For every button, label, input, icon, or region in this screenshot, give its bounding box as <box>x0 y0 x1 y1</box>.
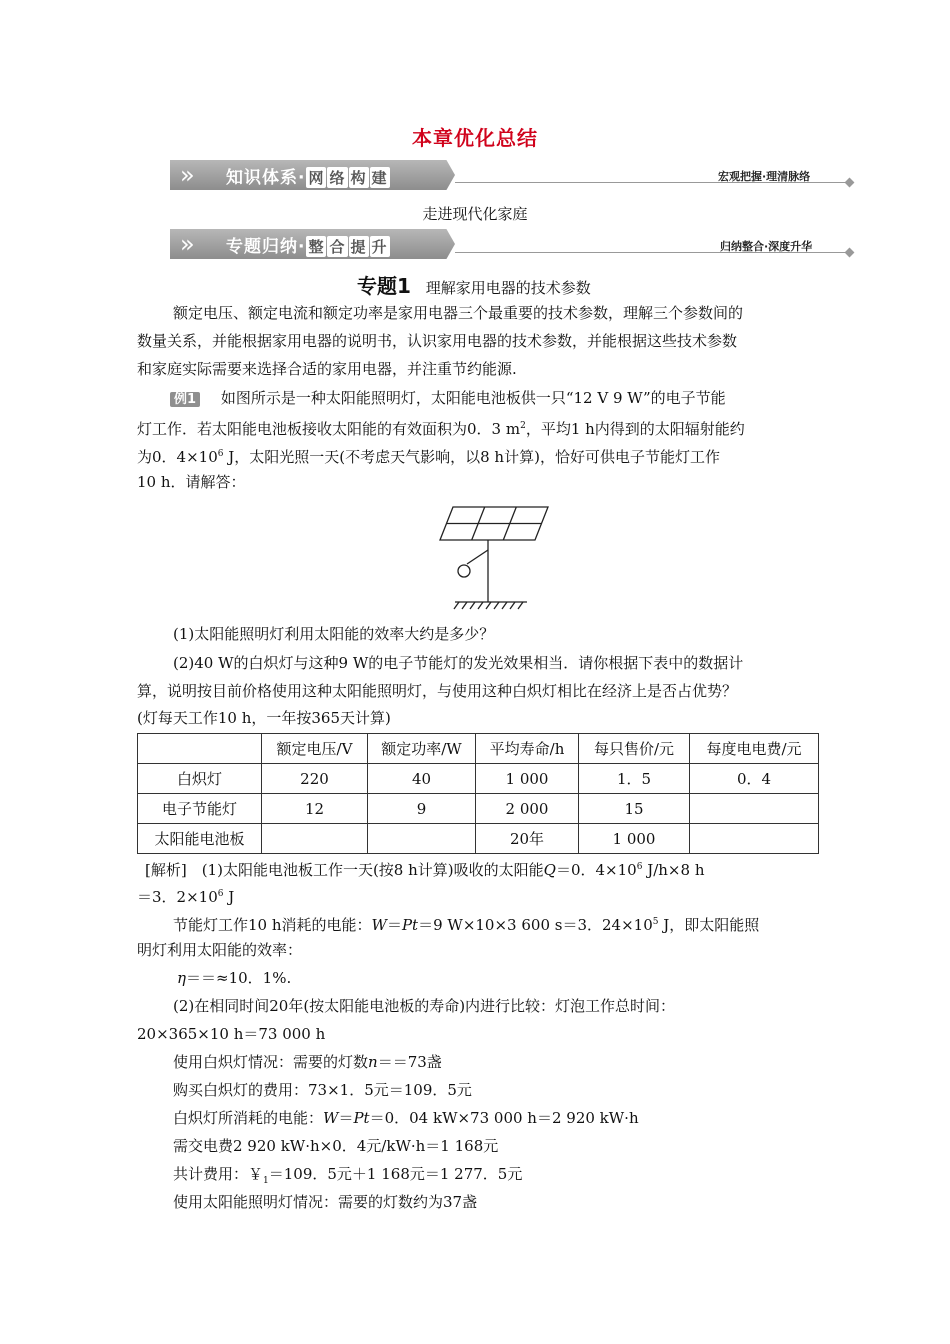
table-cell: 40 <box>368 764 476 794</box>
example-tag: 例1 <box>170 392 200 407</box>
table-header-cell: 平均寿命/h <box>476 734 579 764</box>
table-header-row <box>138 734 819 764</box>
banner-label: 知识体系· 网 络 构 建 <box>226 168 388 188</box>
table-cell: 1 000 <box>579 824 690 854</box>
intro-line: 和家庭实际需要来选择合适的家用电器，并注重节约能源. <box>137 360 517 378</box>
table-header-cell: 每度电电费/元 <box>690 734 819 764</box>
example-line: 10 h．请解答： <box>137 473 246 491</box>
topic-label: 专题1 <box>357 274 411 298</box>
question-2-line: (灯每天工作10 h，一年按365天计算) <box>137 709 391 727</box>
intro-line: 数量关系，并能根据家用电器的说明书，认识家用电器的技术参数，并能根据这些技术参数 <box>137 332 738 350</box>
example-line: 为0．$4\times 10^6$ J，太阳光照一天(不考虑天气影响，以8 h计算)，恰好可供电子节能灯工作 <box>137 448 720 466</box>
table-cell: 2 000 <box>476 794 579 824</box>
solution-line: 节能灯工作10 h消耗的电能：W＝Pt＝9 W×10×3 600 s＝3．$24\times 10^5$ J，即太阳能照 <box>173 916 760 934</box>
intro-line: 额定电压、额定电流和额定功率是家用电器三个最重要的技术参数，理解三个参数间的 <box>173 304 744 322</box>
table-cell <box>368 824 476 854</box>
data-table <box>137 733 819 854</box>
solution-line: 共计费用：￥$_1$＝109．5元＋1 168元＝1 277．5元 <box>173 1165 523 1186</box>
diamond-icon <box>845 178 855 188</box>
solution-line: [解析] (1)太阳能电池板工作一天(按8 h计算)吸收的太阳能Q＝0．$4\times 10^6$ J/h×8 h <box>145 861 705 879</box>
question-2-line: 算，说明按目前价格使用这种太阳能照明灯，与使用这种白炽灯相比在经济上是否占优势？ <box>137 682 738 700</box>
table-cell: 白炽灯 <box>138 764 262 794</box>
table-cell: 15 <box>579 794 690 824</box>
table-header-cell: 每只售价/元 <box>579 734 690 764</box>
table-cell: 220 <box>262 764 368 794</box>
table-cell <box>690 824 819 854</box>
table-cell: 20年 <box>476 824 579 854</box>
table-header-cell: 额定电压/V <box>262 734 368 764</box>
banner-side-tag: 宏观把握·理清脉络 <box>718 170 811 183</box>
table-cell: 1 000 <box>476 764 579 794</box>
solution-line: ＝3．$2\times 10^6$ J <box>137 888 235 906</box>
table-row <box>138 794 819 824</box>
table-cell: 12 <box>262 794 368 824</box>
solution-line: 使用太阳能照明灯情况：需要的灯数约为37盏 <box>173 1193 478 1211</box>
solution-line: 购买白炽灯的费用：73×1．5元＝109．5元 <box>173 1081 472 1099</box>
center-text: 走进现代化家庭 <box>422 205 528 223</box>
table-cell: 电子节能灯 <box>138 794 262 824</box>
question-2-line: (2)40 W的白炽灯与这种9 W的电子节能灯的发光效果相当．请你根据下表中的数据计 <box>173 654 744 672</box>
solution-line: 20×365×10 h＝73 000 h <box>137 1025 326 1043</box>
double-chevron-icon: » <box>180 230 195 258</box>
table-row <box>138 764 819 794</box>
solution-line: 白炽灯所消耗的电能：W＝Pt＝0．04 kW×73 000 h＝2 920 kW·h <box>173 1109 639 1127</box>
table-header-cell: 额定功率/W <box>368 734 476 764</box>
table-cell: 9 <box>368 794 476 824</box>
solution-line: (2)在相同时间20年(按太阳能电池板的寿命)内进行比较：灯泡工作总时间： <box>173 997 676 1015</box>
table-cell: 0．4 <box>690 764 819 794</box>
solution-line: η＝＝≈10．1%. <box>177 969 292 987</box>
table-cell <box>690 794 819 824</box>
solution-line: 使用白炽灯情况：需要的灯数n＝＝73盏 <box>173 1053 442 1071</box>
diamond-icon <box>845 248 855 258</box>
topic-heading <box>357 270 591 299</box>
table-cell <box>262 824 368 854</box>
table-row <box>138 824 819 854</box>
table-cell: 1．5 <box>579 764 690 794</box>
solution-line: 明灯利用太阳能的效率： <box>137 941 303 959</box>
table-header-cell <box>138 734 262 764</box>
example-line: 灯工作．若太阳能电池板接收太阳能的有效面积为0．3 $m^2$，平均1 h内得到的太阳辐射能约 <box>137 420 745 438</box>
banner-side-tag: 归纳整合·深度升华 <box>720 240 813 253</box>
topic-title: 理解家用电器的技术参数 <box>425 279 591 297</box>
example-line: 例1 如图所示是一种太阳能照明灯，太阳能电池板供一只“12 V 9 W”的电子节能 <box>170 388 850 410</box>
question-1: (1)太阳能照明灯利用太阳能的效率大约是多少？ <box>173 625 495 643</box>
section-banner-topics <box>170 229 455 259</box>
page-title: 本章优化总结 <box>412 126 538 150</box>
solution-line: 需交电费2 920 kW·h×0．4元/kW·h＝1 168元 <box>173 1137 499 1155</box>
table-cell: 太阳能电池板 <box>138 824 262 854</box>
double-chevron-icon: » <box>180 161 195 189</box>
solar-lamp-figure <box>435 500 555 612</box>
banner-label: 专题归纳· 整 合 提 升 <box>226 237 388 257</box>
section-banner-knowledge <box>170 160 455 190</box>
